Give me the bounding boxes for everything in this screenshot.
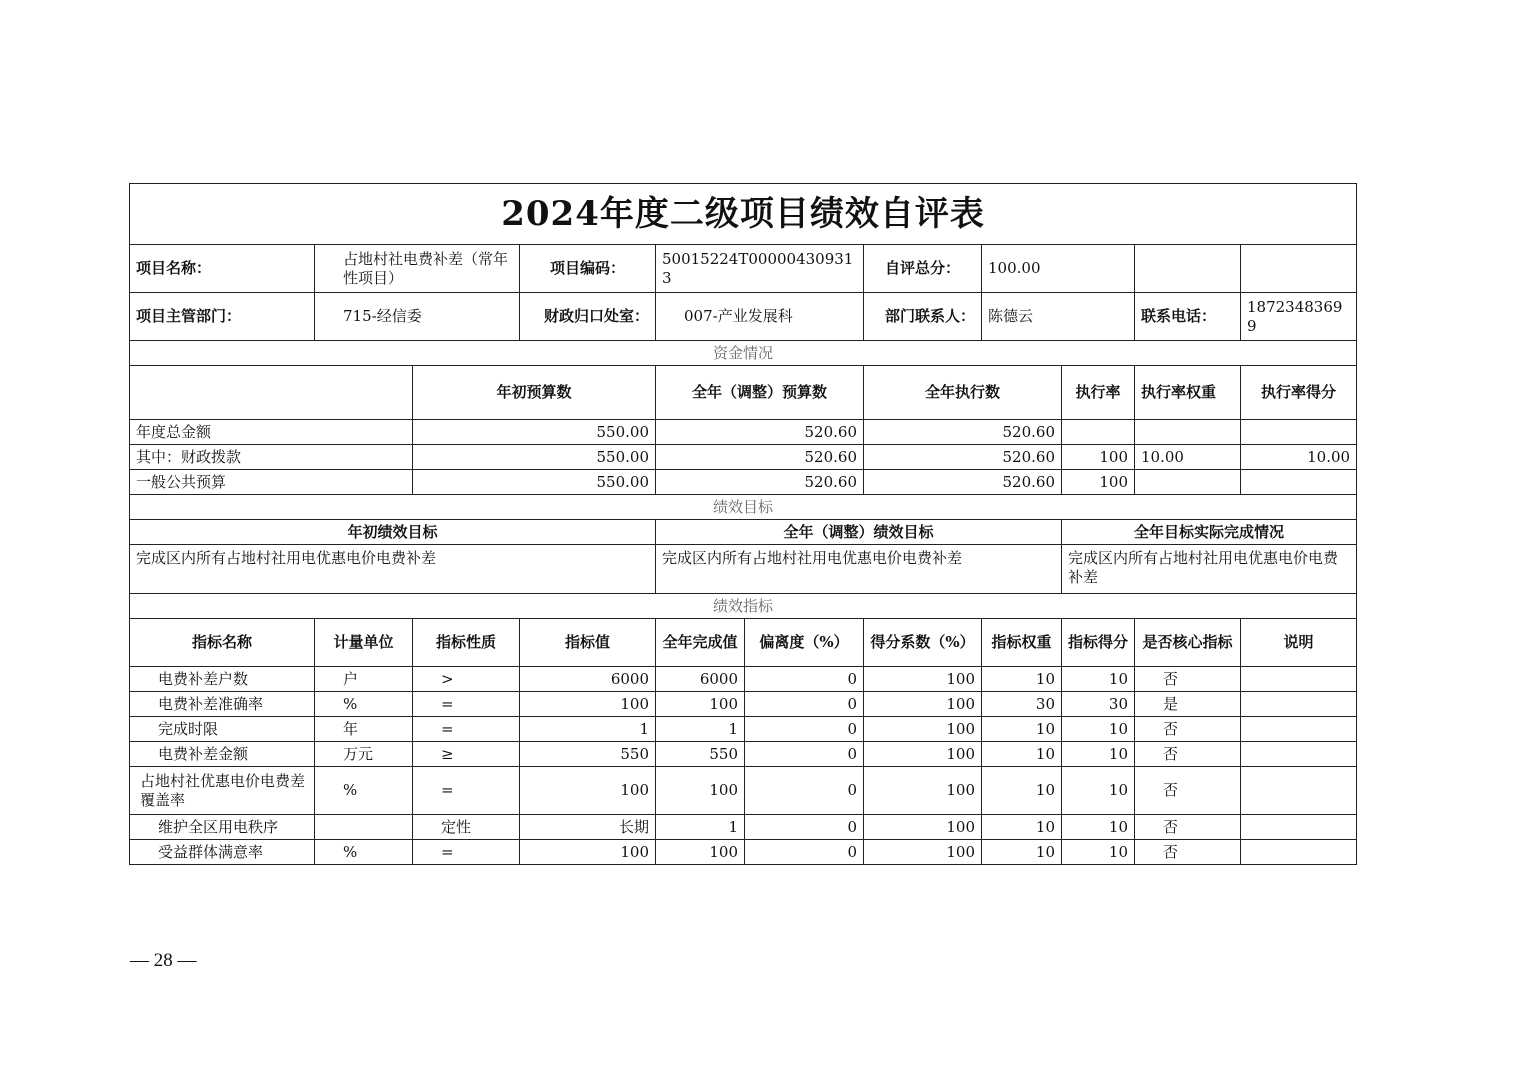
- goal-header: 年初绩效目标: [130, 520, 656, 545]
- table-row: [130, 692, 1357, 717]
- goal-adjusted: 完成区内所有占地村社用电优惠电价电费补差: [656, 545, 1062, 594]
- indicator-deviation: 0: [745, 840, 864, 865]
- fund-rate: 100: [1062, 470, 1135, 495]
- phone-value: 18723483699: [1241, 293, 1357, 341]
- indicator-core: 否: [1135, 717, 1241, 742]
- indicator-note: [1241, 815, 1357, 840]
- indicator-core: 否: [1135, 767, 1241, 815]
- project-name-value: 占地村社电费补差（常年性项目）: [315, 245, 520, 293]
- fund-name: 年度总金额: [130, 420, 413, 445]
- self-score-label: 自评总分：: [864, 245, 982, 293]
- empty-cell: [130, 366, 413, 420]
- indicator-unit: %: [315, 767, 413, 815]
- indicator-header: 指标值: [520, 619, 656, 667]
- fund-score: [1241, 420, 1357, 445]
- indicator-coef: 100: [864, 742, 982, 767]
- indicator-target: 100: [520, 692, 656, 717]
- indicator-target: 100: [520, 840, 656, 865]
- indicator-nature: =: [413, 840, 520, 865]
- page-number: — 28 —: [130, 950, 197, 971]
- indicator-note: [1241, 717, 1357, 742]
- indicator-name: 完成时限: [130, 717, 315, 742]
- indicator-note: [1241, 667, 1357, 692]
- indicator-header: 指标得分: [1062, 619, 1135, 667]
- indicator-actual: 1: [656, 717, 745, 742]
- goals-section-title: 绩效目标: [130, 495, 1357, 520]
- project-name-label: 项目名称：: [130, 245, 315, 293]
- indicator-actual: 100: [656, 692, 745, 717]
- indicator-weight: 10: [982, 742, 1062, 767]
- empty-cell: [1135, 245, 1241, 293]
- indicator-name: 维护全区用电秩序: [130, 815, 315, 840]
- fund-initial: 550.00: [413, 470, 656, 495]
- indicator-score: 10: [1062, 667, 1135, 692]
- indicator-unit: [315, 815, 413, 840]
- indicator-target: 100: [520, 767, 656, 815]
- indicator-weight: 10: [982, 840, 1062, 865]
- fund-rate: [1062, 420, 1135, 445]
- project-code-label: 项目编码：: [520, 245, 656, 293]
- table-row: [130, 667, 1357, 692]
- indicator-score: 10: [1062, 767, 1135, 815]
- indicator-target: 长期: [520, 815, 656, 840]
- indicator-weight: 10: [982, 717, 1062, 742]
- indicator-name: 电费补差准确率: [130, 692, 315, 717]
- indicator-nature: ≥: [413, 742, 520, 767]
- indicator-coef: 100: [864, 767, 982, 815]
- indicator-score: 10: [1062, 815, 1135, 840]
- fund-name: 一般公共预算: [130, 470, 413, 495]
- fund-initial: 550.00: [413, 445, 656, 470]
- indicator-coef: 100: [864, 717, 982, 742]
- indicator-weight: 10: [982, 767, 1062, 815]
- indicators-section-title: 绩效指标: [130, 594, 1357, 619]
- page-title: 2024年度二级项目绩效自评表: [130, 184, 1357, 245]
- indicator-unit: 万元: [315, 742, 413, 767]
- empty-cell: [1241, 245, 1357, 293]
- indicator-core: 否: [1135, 840, 1241, 865]
- table-row: [130, 840, 1357, 865]
- indicator-core: 是: [1135, 692, 1241, 717]
- indicator-weight: 10: [982, 815, 1062, 840]
- self-score-value: 100.00: [982, 245, 1135, 293]
- indicator-target: 6000: [520, 667, 656, 692]
- indicator-name: 占地村社优惠电价电费差覆盖率: [130, 767, 315, 815]
- indicator-header: 指标权重: [982, 619, 1062, 667]
- indicator-header: 偏离度（%）: [745, 619, 864, 667]
- indicator-nature: =: [413, 717, 520, 742]
- goal-actual: 完成区内所有占地村社用电优惠电价电费补差: [1062, 545, 1357, 594]
- fund-weight: 10.00: [1135, 445, 1241, 470]
- indicator-name: 受益群体满意率: [130, 840, 315, 865]
- funds-header: 年初预算数: [413, 366, 656, 420]
- indicator-header: 得分系数（%）: [864, 619, 982, 667]
- fund-executed: 520.60: [864, 445, 1062, 470]
- indicator-nature: >: [413, 667, 520, 692]
- indicator-unit: %: [315, 692, 413, 717]
- funds-header: 全年执行数: [864, 366, 1062, 420]
- fund-executed: 520.60: [864, 470, 1062, 495]
- finance-office-label: 财政归口处室：: [520, 293, 656, 341]
- funds-header: 执行率得分: [1241, 366, 1357, 420]
- fund-score: 10.00: [1241, 445, 1357, 470]
- indicator-note: [1241, 840, 1357, 865]
- fund-executed: 520.60: [864, 420, 1062, 445]
- goal-header: 全年（调整）绩效目标: [656, 520, 1062, 545]
- indicator-deviation: 0: [745, 667, 864, 692]
- funds-header: 全年（调整）预算数: [656, 366, 864, 420]
- indicator-actual: 550: [656, 742, 745, 767]
- indicator-deviation: 0: [745, 717, 864, 742]
- indicator-header: 指标性质: [413, 619, 520, 667]
- indicator-note: [1241, 767, 1357, 815]
- table-row: [130, 767, 1357, 815]
- dept-value: 715-经信委: [315, 293, 520, 341]
- indicator-score: 10: [1062, 717, 1135, 742]
- table-row: [130, 742, 1357, 767]
- contact-value: 陈德云: [982, 293, 1135, 341]
- fund-weight: [1135, 470, 1241, 495]
- table-row: [130, 445, 1357, 470]
- funds-header: 执行率权重: [1135, 366, 1241, 420]
- indicator-name: 电费补差金额: [130, 742, 315, 767]
- indicator-weight: 30: [982, 692, 1062, 717]
- indicator-nature: =: [413, 692, 520, 717]
- indicator-target: 1: [520, 717, 656, 742]
- fund-initial: 550.00: [413, 420, 656, 445]
- performance-evaluation-table: [129, 183, 1357, 865]
- indicator-note: [1241, 692, 1357, 717]
- indicator-actual: 100: [656, 767, 745, 815]
- indicator-target: 550: [520, 742, 656, 767]
- indicator-unit: %: [315, 840, 413, 865]
- indicator-header: 全年完成值: [656, 619, 745, 667]
- goal-header: 全年目标实际完成情况: [1062, 520, 1357, 545]
- indicator-unit: 户: [315, 667, 413, 692]
- indicator-score: 30: [1062, 692, 1135, 717]
- indicator-deviation: 0: [745, 742, 864, 767]
- indicator-coef: 100: [864, 840, 982, 865]
- phone-label: 联系电话：: [1135, 293, 1241, 341]
- indicator-score: 10: [1062, 840, 1135, 865]
- table-row: [130, 815, 1357, 840]
- contact-label: 部门联系人：: [864, 293, 982, 341]
- indicator-deviation: 0: [745, 815, 864, 840]
- fund-rate: 100: [1062, 445, 1135, 470]
- indicator-core: 否: [1135, 815, 1241, 840]
- indicator-deviation: 0: [745, 767, 864, 815]
- indicator-nature: =: [413, 767, 520, 815]
- indicator-core: 否: [1135, 667, 1241, 692]
- project-code-value: 50015224T000004309313: [656, 245, 864, 293]
- indicator-header: 是否核心指标: [1135, 619, 1241, 667]
- fund-adjusted: 520.60: [656, 420, 864, 445]
- funds-header: 执行率: [1062, 366, 1135, 420]
- table-row: [130, 470, 1357, 495]
- dept-label: 项目主管部门：: [130, 293, 315, 341]
- indicator-coef: 100: [864, 815, 982, 840]
- indicator-core: 否: [1135, 742, 1241, 767]
- indicator-actual: 6000: [656, 667, 745, 692]
- goal-initial: 完成区内所有占地村社用电优惠电价电费补差: [130, 545, 656, 594]
- indicator-actual: 100: [656, 840, 745, 865]
- finance-office-value: 007-产业发展科: [656, 293, 864, 341]
- indicator-note: [1241, 742, 1357, 767]
- indicator-name: 电费补差户数: [130, 667, 315, 692]
- indicator-actual: 1: [656, 815, 745, 840]
- indicator-coef: 100: [864, 667, 982, 692]
- indicator-header: 计量单位: [315, 619, 413, 667]
- indicator-weight: 10: [982, 667, 1062, 692]
- fund-adjusted: 520.60: [656, 470, 864, 495]
- funds-section-title: 资金情况: [130, 341, 1357, 366]
- indicator-unit: 年: [315, 717, 413, 742]
- indicator-header: 指标名称: [130, 619, 315, 667]
- fund-weight: [1135, 420, 1241, 445]
- table-row: [130, 420, 1357, 445]
- indicator-nature: 定性: [413, 815, 520, 840]
- indicator-header: 说明: [1241, 619, 1357, 667]
- fund-score: [1241, 470, 1357, 495]
- fund-name: 其中：财政拨款: [130, 445, 413, 470]
- indicator-coef: 100: [864, 692, 982, 717]
- table-row: [130, 717, 1357, 742]
- fund-adjusted: 520.60: [656, 445, 864, 470]
- indicator-deviation: 0: [745, 692, 864, 717]
- indicator-score: 10: [1062, 742, 1135, 767]
